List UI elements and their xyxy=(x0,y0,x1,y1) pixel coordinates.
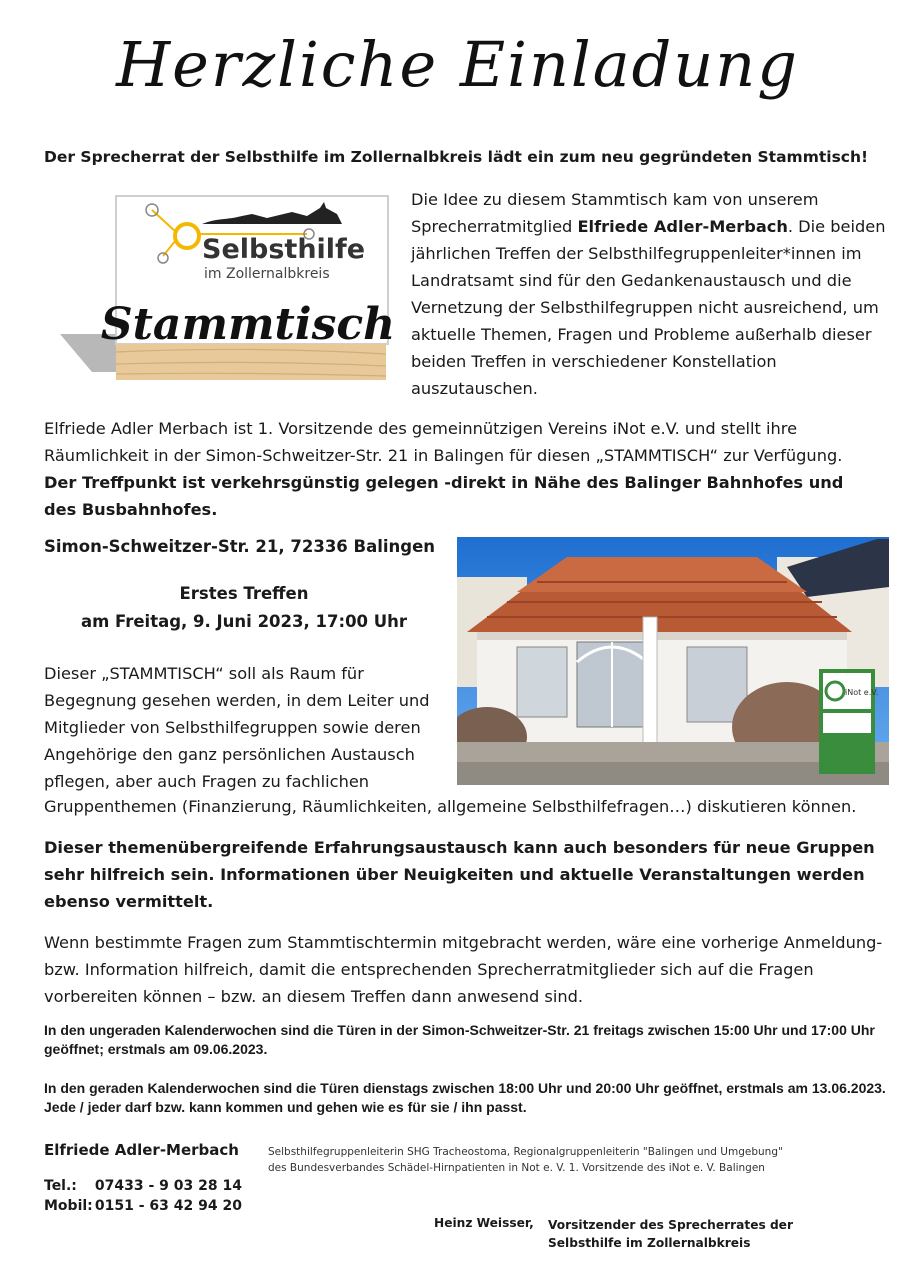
first-meeting-line2: am Freitag, 9. Juni 2023, 17:00 Uhr xyxy=(80,612,408,631)
contact-phones xyxy=(44,1176,242,1216)
verein-paragraph: Elfriede Adler Merbach ist 1. Vorsitzende des gemeinnützigen Vereins iNot e.V. und stellt ihre Räumlichkeit in der Simon-Schweitzer-Str. 21 in Balingen für diesen „STAMMTISCH“ zur Verfügung. xyxy=(44,419,843,465)
contact-name: Elfriede Adler-Merbach xyxy=(44,1141,239,1159)
first-meeting xyxy=(44,580,444,636)
themen-paragraph: Dieser themenübergreifende Erfahrungsaustausch kann auch besonders für neue Gruppen sehr hilfreich sein. Informationen über Neuigkeiten und aktuelle Veranstaltungen werden ebenso vermittelt. xyxy=(44,838,875,911)
logo-line1: Selbsthilfe xyxy=(202,234,366,265)
signature-role xyxy=(548,1216,808,1252)
intro-heading: Der Sprecherrat der Selbsthilfe im Zollernalbkreis lädt ein zum neu gegründeten Stammtisch! xyxy=(44,148,869,166)
idea-after: . Die beiden jährlichen Treffen der Selbsthilfegruppenleiter*innen im Landratsamt sind für den Gedankenaustausch und die Vernetzung der Selbsthilfegruppen nicht ausreichend, um aktuelle Themen, Fragen und Probleme außerhalb dieser beiden Treffen in verschiedener Konstellation auszutauschen. xyxy=(411,217,886,398)
contact-role-line2: des Bundesverbandes Schädel-Hirnpatienten in Not e. V. 1. Vorsitzende des iNot e. V. Balingen xyxy=(268,1162,765,1174)
contact-role xyxy=(268,1144,828,1176)
mobil-label: Mobil: xyxy=(44,1198,93,1214)
gerade-paragraph: In den geraden Kalenderwochen sind die Türen dienstags zwischen 18:00 Uhr und 20:00 Uhr geöffnet, erstmals am 13.06.2023. Jede / jeder darf bzw. kann kommen und gehen wie es für sie / ihn passt. xyxy=(44,1080,886,1115)
mobil-number[interactable]: 0151 - 63 42 94 20 xyxy=(94,1198,242,1214)
stammtisch-logo xyxy=(52,194,392,384)
treffpunkt-paragraph: Der Treffpunkt ist verkehrsgünstig gelegen -direkt in Nähe des Balinger Bahnhofes und des Busbahnhofes. xyxy=(44,473,844,519)
dieser-paragraph: Dieser „STAMMTISCH“ soll als Raum für Begegnung gesehen werden, in dem Leiter und Mitglieder von Selbsthilfegruppen sowie deren Angehörige den ganz persönlichen Austausch pflegen, aber auch Fragen zu fachlichen xyxy=(44,664,430,791)
logo-line2: im Zollernalbkreis xyxy=(204,266,330,282)
contact-role-line1: Selbsthilfegruppenleiterin SHG Tracheostoma, Regionalgruppenleiterin "Balingen und Umgebung" xyxy=(268,1146,783,1158)
page-title: Herzliche Einladung xyxy=(116,28,799,101)
logo-banner: Stammtisch xyxy=(100,299,392,350)
tel-label: Tel.: xyxy=(44,1178,77,1194)
signature-role-line2: Selbsthilfe im Zollernalbkreis xyxy=(548,1236,751,1250)
gruppen-line: Gruppenthemen (Finanzierung, Räumlichkeiten, allgemeine Selbsthilfefragen…) diskutieren können. xyxy=(44,797,857,816)
address: Simon-Schweitzer-Str. 21, 72336 Balingen xyxy=(44,537,436,556)
signature-name: Heinz Weisser, xyxy=(434,1216,534,1230)
signature-role-line1: Vorsitzender des Sprecherrates der xyxy=(548,1218,793,1232)
tel-number[interactable]: 07433 - 9 03 28 14 xyxy=(94,1178,242,1194)
idea-before: Die Idee zu diesem Stammtisch kam von unserem Sprecherratmitglied xyxy=(411,190,819,236)
ungerade-paragraph: In den ungeraden Kalenderwochen sind die Türen in der Simon-Schweitzer-Str. 21 freitags zwischen 15:00 Uhr und 17:00 Uhr geöffnet; erstmals am 09.06.2023. xyxy=(44,1022,875,1057)
photo-sign: iNot e.V. xyxy=(845,688,879,697)
idea-paragraph xyxy=(411,186,886,402)
wenn-paragraph: Wenn bestimmte Fragen zum Stammtischtermin mitgebracht werden, wäre eine vorherige Anmeldung- bzw. Information hilfreich, damit die entsprechenden Sprecherratmitglieder sich auf die Fragen vorbereiten können – bzw. an diesem Treffen dann anwesend sind. xyxy=(44,933,883,1006)
idea-name: Elfriede Adler-Merbach xyxy=(577,217,788,236)
building-photo xyxy=(457,537,889,785)
first-meeting-line1: Erstes Treffen xyxy=(179,584,309,603)
